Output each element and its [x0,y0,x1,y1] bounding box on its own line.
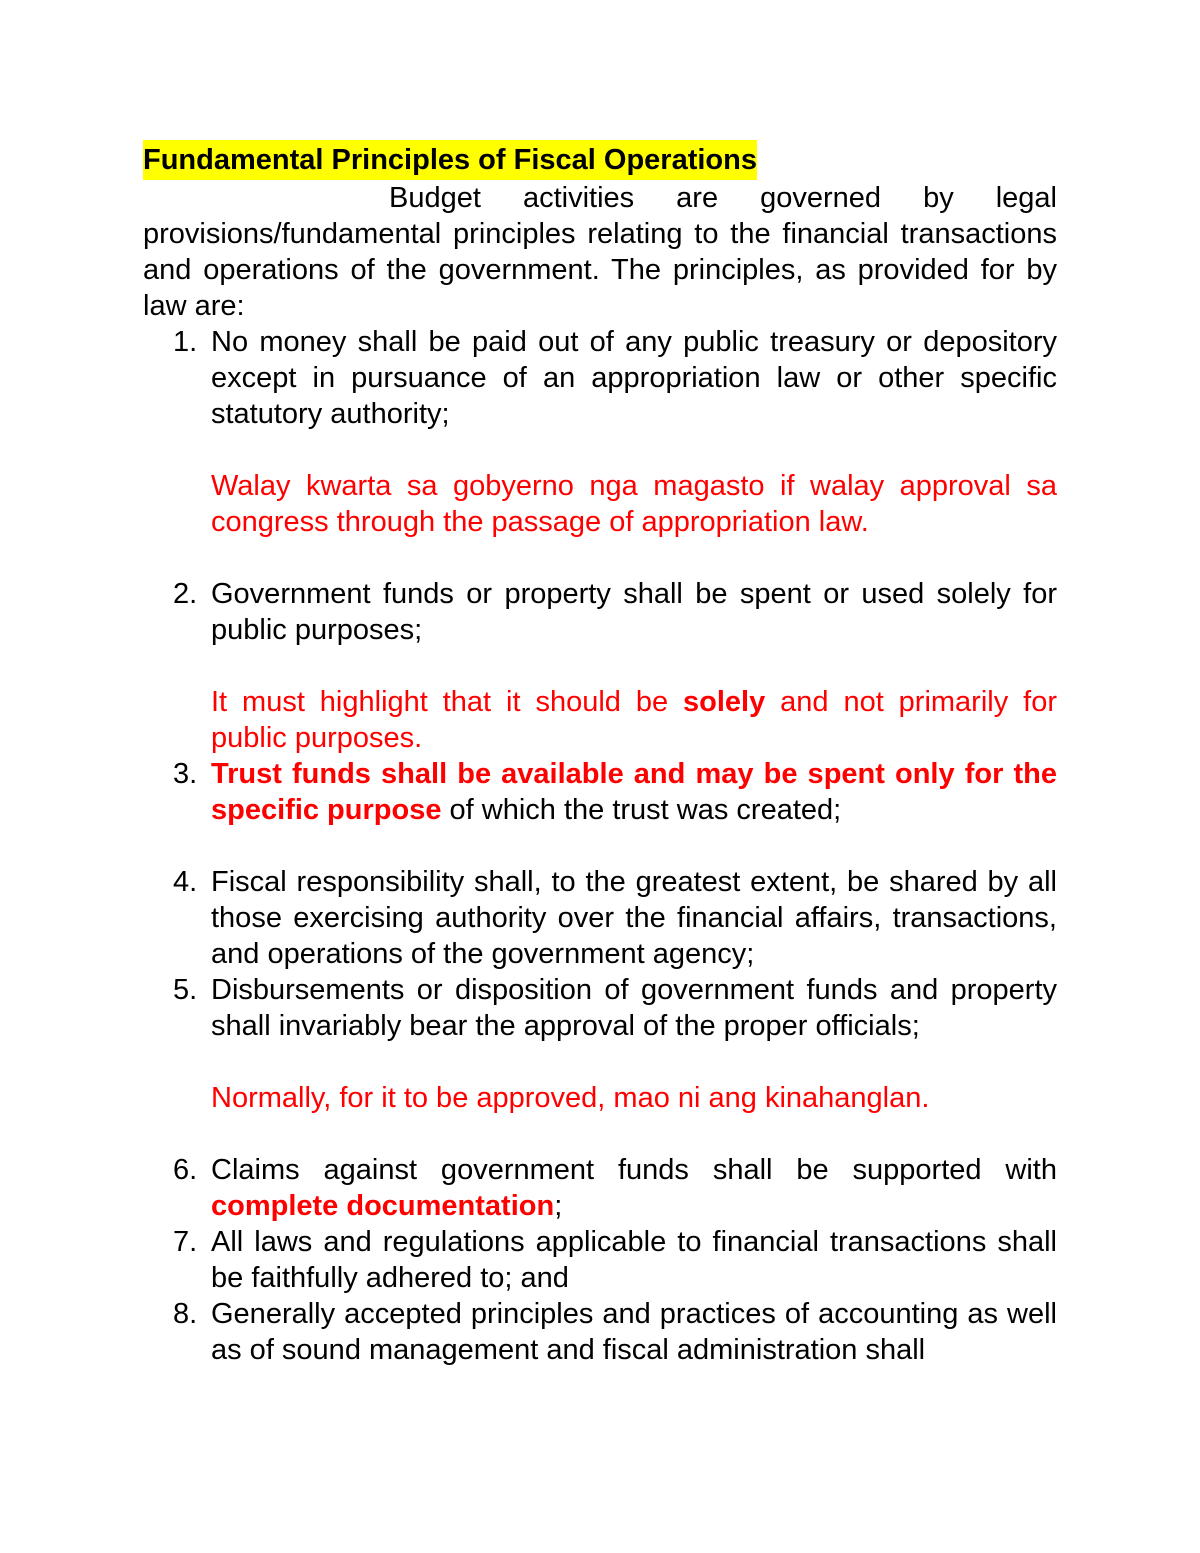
emphasized-text: complete documentation [211,1190,555,1222]
annotation-note [211,684,1057,756]
list-number: 7. [173,1226,198,1258]
list-number: 6. [173,1154,198,1186]
list-number: 1. [173,326,198,358]
spacer [211,1116,1057,1152]
principle-text: Fiscal responsibility shall, to the greatest extent, be shared by all those exercising authority over the financial affairs, transactions, and operations of the government agency; [211,866,1057,970]
list-item-1 [143,324,1057,576]
emphasized-text: Trust funds shall be available and may be spent only for the specific purpose [211,758,1057,826]
note-text: and not primarily for public purposes. [211,686,1057,754]
list-number: 2. [173,578,198,610]
principle-text: Disbursements or disposition of government funds and property shall invariably bear the approval of the proper officials; [211,974,1057,1042]
list-number: 3. [173,758,198,790]
principle-text: Generally accepted principles and practices of accounting as well as of sound management and fiscal administration shall [211,1298,1057,1366]
document-page [143,140,1057,1368]
principle-text: No money shall be paid out of any public treasury or depository except in pursuance of an appropriation law or other specific statutory authority; [211,326,1057,430]
principle-text: ; [554,1190,563,1222]
list-number: 4. [173,866,198,898]
spacer [211,432,1057,468]
list-item-5 [143,972,1057,1152]
spacer [211,648,1057,684]
principles-list [143,324,1057,1368]
intro-paragraph: Budget activities are governed by legal provisions/fundamental principles relating to the financial transactions and operations of the government. The principles, as provided for by law are: [143,182,1057,322]
principle-text: Government funds or property shall be spent or used solely for public purposes; [211,578,1057,646]
note-text: It must highlight that it should be [211,686,683,718]
list-number: 5. [173,974,198,1006]
principle-text: All laws and regulations applicable to financial transactions shall be faithfully adhered to; and [211,1226,1057,1294]
note-emphasis: solely [683,686,766,718]
document-title: Fundamental Principles of Fiscal Operations [143,140,757,180]
list-item-2 [143,576,1057,756]
annotation-note: Normally, for it to be approved, mao ni ang kinahanglan. [211,1082,930,1114]
list-number: 8. [173,1298,198,1330]
list-item-3 [143,756,1057,864]
list-item-7 [143,1224,1057,1296]
spacer [211,828,1057,864]
principle-text: Claims against government funds shall be supported with [211,1154,1057,1186]
list-item-6 [143,1152,1057,1224]
spacer [211,1044,1057,1080]
list-item-4 [143,864,1057,972]
principle-text: of which the trust was created; [441,794,842,826]
annotation-note: Walay kwarta sa gobyerno nga magasto if walay approval sa congress through the passage of appropriation law. [211,470,1057,538]
spacer [211,540,1057,576]
list-item-8 [143,1296,1057,1368]
